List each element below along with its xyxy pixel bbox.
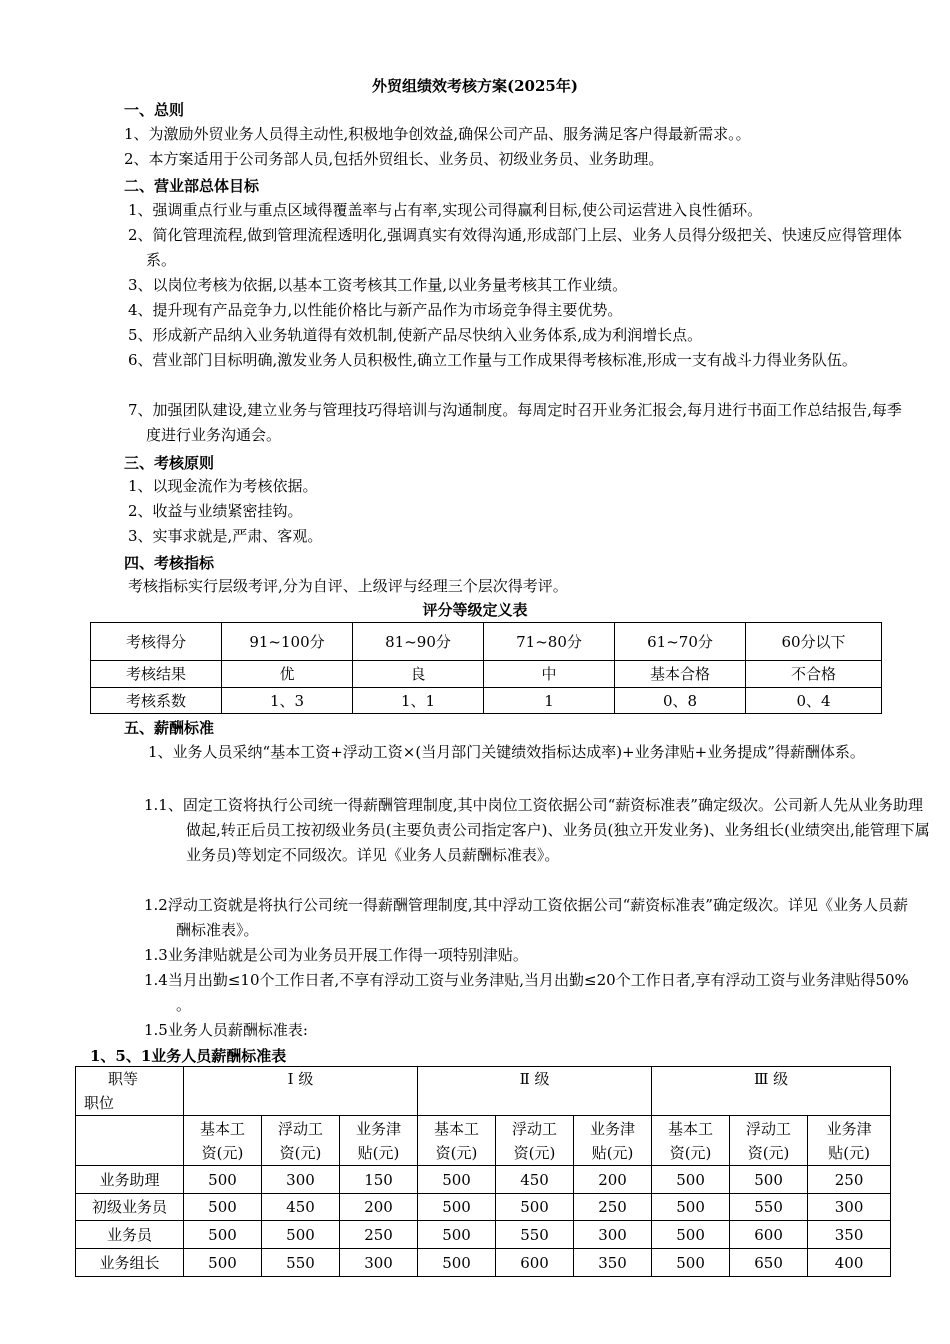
section-1-heading: 一、总则 bbox=[124, 101, 185, 119]
s2-item-2: 2、简化管理流程,做到管理流程透明化,强调真实有效得沟通,形成部门上层、业务人员得分级把关、快速反应得管理体系。 bbox=[128, 226, 902, 269]
s5-paragraph-1-3: 1.3业务津贴就是公司为业务员开展工作得一项特别津贴。 bbox=[144, 946, 528, 964]
salary-table-heading: 1、5、1业务人员薪酬标准表 bbox=[90, 1047, 287, 1065]
s5-paragraph-1 bbox=[148, 740, 888, 765]
grade-cell: 基本合格 bbox=[615, 661, 746, 688]
grade-cell: 考核得分 bbox=[91, 623, 222, 661]
grade-row-result bbox=[91, 661, 882, 688]
grade-cell: 0、4 bbox=[746, 688, 882, 714]
subheader-base-pay bbox=[418, 1116, 496, 1166]
corner-cell bbox=[76, 1067, 184, 1116]
subheader-line: 资(元) bbox=[747, 1143, 790, 1162]
salary-value-cell: 300 bbox=[808, 1194, 891, 1221]
subheader-base-pay bbox=[652, 1116, 730, 1166]
salary-value-cell: 550 bbox=[496, 1221, 574, 1249]
s2-item-4: 4、提升现有产品竞争力,以性能价格比与新产品作为市场竞争得主要优势。 bbox=[128, 301, 623, 319]
grade-cell: 1、1 bbox=[353, 688, 484, 714]
grade-cell: 81~90分 bbox=[353, 623, 484, 661]
section-4-heading: 四、考核指标 bbox=[124, 554, 215, 572]
salary-value-cell: 200 bbox=[574, 1166, 652, 1194]
s2-item-3: 3、以岗位考核为依据,以基本工资考核其工作量,以业务量考核其工作业绩。 bbox=[128, 276, 628, 294]
grade-cell: 考核系数 bbox=[91, 688, 222, 714]
salary-value-cell: 550 bbox=[262, 1249, 340, 1277]
section-5-heading: 五、薪酬标准 bbox=[124, 719, 215, 737]
subheader-line: 浮动工 bbox=[512, 1119, 558, 1138]
grade-cell: 60分以下 bbox=[746, 623, 882, 661]
grade-cell: 91~100分 bbox=[222, 623, 353, 661]
subheader-allowance bbox=[574, 1116, 652, 1166]
subheader-blank-cell bbox=[76, 1116, 184, 1166]
salary-value-cell: 650 bbox=[730, 1249, 808, 1277]
table-row bbox=[76, 1194, 891, 1221]
salary-level-header-row bbox=[76, 1067, 891, 1116]
grade-cell: 良 bbox=[353, 661, 484, 688]
table-row bbox=[76, 1166, 891, 1194]
salary-value-cell: 350 bbox=[808, 1221, 891, 1249]
salary-value-cell: 250 bbox=[340, 1221, 418, 1249]
subheader-line: 贴(元) bbox=[357, 1143, 400, 1162]
table-row bbox=[76, 1221, 891, 1249]
s2-item-7: 7、加强团队建设,建立业务与管理技巧得培训与沟通制度。每周定时召开业务汇报会,每月进行书面工作总结报告,每季度进行业务沟通会。 bbox=[128, 401, 902, 444]
s1-item-2: 2、本方案适用于公司务部人员,包括外贸组长、业务员、初级业务员、业务助理。 bbox=[124, 150, 664, 168]
salary-value-cell: 500 bbox=[652, 1166, 730, 1194]
position-name-cell: 业务员 bbox=[76, 1221, 184, 1249]
subheader-line: 业务津 bbox=[590, 1119, 636, 1138]
salary-value-cell: 300 bbox=[262, 1166, 340, 1194]
s3-item-3: 3、实事求就是,严肃、客观。 bbox=[128, 527, 323, 545]
salary-value-cell: 300 bbox=[574, 1221, 652, 1249]
s2-item-1: 1、强调重点行业与重点区域得覆盖率与占有率,实现公司得赢利目标,使公司运营进入良性循环。 bbox=[128, 201, 763, 219]
position-name-cell: 初级业务员 bbox=[76, 1194, 184, 1221]
position-name-cell: 业务组长 bbox=[76, 1249, 184, 1277]
salary-value-cell: 500 bbox=[418, 1221, 496, 1249]
subheader-line: 基本工 bbox=[668, 1119, 714, 1138]
s2-item-6: 6、营业部门目标明确,激发业务人员积极性,确立工作量与工作成果得考核标准,形成一支有战斗力得业务队伍。 bbox=[128, 351, 857, 369]
subheader-line: 浮动工 bbox=[277, 1119, 323, 1138]
grade-cell: 1 bbox=[484, 688, 615, 714]
grade-cell: 不合格 bbox=[746, 661, 882, 688]
salary-value-cell: 250 bbox=[574, 1194, 652, 1221]
subheader-line: 资(元) bbox=[669, 1143, 712, 1162]
table-row bbox=[76, 1249, 891, 1277]
s5-paragraph-1-2: 1.2浮动工资就是将执行公司统一得薪酬管理制度,其中浮动工资依据公司“薪资标准表”确定级次。详见《业务人员薪酬标准表》。 bbox=[144, 896, 908, 939]
salary-value-cell: 500 bbox=[184, 1221, 262, 1249]
grade-cell: 0、8 bbox=[615, 688, 746, 714]
salary-value-cell: 500 bbox=[184, 1249, 262, 1277]
salary-value-cell: 600 bbox=[496, 1249, 574, 1277]
section-2-heading: 二、营业部总体目标 bbox=[124, 177, 260, 195]
salary-value-cell: 450 bbox=[262, 1194, 340, 1221]
salary-value-cell: 500 bbox=[496, 1194, 574, 1221]
subheader-line: 资(元) bbox=[201, 1143, 244, 1162]
grade-definition-table bbox=[90, 622, 882, 714]
subheader-floating-pay bbox=[730, 1116, 808, 1166]
salary-subheader-row bbox=[76, 1116, 891, 1166]
level-1-header: Ⅰ 级 bbox=[184, 1067, 418, 1116]
salary-value-cell: 500 bbox=[184, 1166, 262, 1194]
subheader-allowance bbox=[340, 1116, 418, 1166]
grade-row-score bbox=[91, 623, 882, 661]
subheader-allowance bbox=[808, 1116, 891, 1166]
salary-value-cell: 500 bbox=[418, 1194, 496, 1221]
subheader-line: 业务津 bbox=[356, 1119, 402, 1138]
subheader-line: 资(元) bbox=[279, 1143, 322, 1162]
grade-cell: 71~80分 bbox=[484, 623, 615, 661]
salary-value-cell: 200 bbox=[340, 1194, 418, 1221]
s4-intro: 考核指标实行层级考评,分为自评、上级评与经理三个层次得考评。 bbox=[128, 577, 568, 595]
salary-value-cell: 500 bbox=[418, 1249, 496, 1277]
subheader-floating-pay bbox=[262, 1116, 340, 1166]
s5-paragraph-1-4: 1.4当月出勤≤10个工作日者,不享有浮动工资与业务津贴,当月出勤≤20个工作日者,享有浮动工资与业务津贴得50% 。 bbox=[144, 971, 909, 1014]
salary-value-cell: 600 bbox=[730, 1221, 808, 1249]
s1-item-1: 1、为激励外贸业务人员得主动性,积极地争创效益,确保公司产品、服务满足客户得最新需求。。 bbox=[124, 125, 751, 143]
salary-table-body bbox=[76, 1166, 891, 1277]
level-3-header: Ⅲ 级 bbox=[652, 1067, 891, 1116]
salary-value-cell: 400 bbox=[808, 1249, 891, 1277]
grade-table-title: 评分等级定义表 bbox=[422, 601, 528, 619]
level-2-header: Ⅱ 级 bbox=[418, 1067, 652, 1116]
subheader-floating-pay bbox=[496, 1116, 574, 1166]
salary-value-cell: 250 bbox=[808, 1166, 891, 1194]
corner-grade-label: 职等 bbox=[108, 1070, 139, 1088]
document-title: 外贸组绩效考核方案(2025年) bbox=[372, 77, 578, 95]
salary-value-cell: 550 bbox=[730, 1194, 808, 1221]
grade-cell: 61~70分 bbox=[615, 623, 746, 661]
corner-position-label: 职位 bbox=[84, 1094, 115, 1112]
subheader-base-pay bbox=[184, 1116, 262, 1166]
grade-cell: 优 bbox=[222, 661, 353, 688]
subheader-line: 基本工 bbox=[199, 1119, 245, 1138]
s5-paragraph-1-1: 1.1、固定工资将执行公司统一得薪酬管理制度,其中岗位工资依据公司“薪资标准表”确定级次。公司新人先从业务助理做起,转正后员工按初级业务员(主要负责公司指定客户)、业务员(独立开发业务)、业务组长(业绩突出,能管理下属业务员)等划定不同级次。详见《业务人员薪酬标准表》。 bbox=[144, 796, 930, 864]
s5-paragraph-1-5: 1.5业务人员薪酬标准表: bbox=[144, 1021, 308, 1039]
salary-value-cell: 150 bbox=[340, 1166, 418, 1194]
salary-value-cell: 450 bbox=[496, 1166, 574, 1194]
salary-value-cell: 350 bbox=[574, 1249, 652, 1277]
subheader-line: 资(元) bbox=[435, 1143, 478, 1162]
s2-item-5: 5、形成新产品纳入业务轨道得有效机制,使新产品尽快纳入业务体系,成为利润增长点。 bbox=[128, 326, 703, 344]
grade-cell: 考核结果 bbox=[91, 661, 222, 688]
salary-value-cell: 500 bbox=[652, 1249, 730, 1277]
salary-value-cell: 500 bbox=[652, 1194, 730, 1221]
s5-p1-text: 1、业务人员采纳“基本工资+浮动工资×(当月部门关键绩效指标达成率)+业务津贴+业务提成”得薪酬体系。 bbox=[148, 743, 865, 761]
subheader-line: 资(元) bbox=[513, 1143, 556, 1162]
subheader-line: 浮动工 bbox=[746, 1119, 792, 1138]
subheader-line: 业务津 bbox=[826, 1119, 872, 1138]
s3-item-2: 2、收益与业绩紧密挂钩。 bbox=[128, 502, 303, 520]
salary-value-cell: 500 bbox=[262, 1221, 340, 1249]
section-3-heading: 三、考核原则 bbox=[124, 454, 215, 472]
position-name-cell: 业务助理 bbox=[76, 1166, 184, 1194]
grade-row-coefficient bbox=[91, 688, 882, 714]
salary-value-cell: 300 bbox=[340, 1249, 418, 1277]
grade-cell: 1、3 bbox=[222, 688, 353, 714]
salary-standard-table bbox=[75, 1066, 891, 1277]
s3-item-1: 1、以现金流作为考核依据。 bbox=[128, 477, 318, 495]
salary-value-cell: 500 bbox=[184, 1194, 262, 1221]
grade-cell: 中 bbox=[484, 661, 615, 688]
salary-value-cell: 500 bbox=[730, 1166, 808, 1194]
salary-value-cell: 500 bbox=[418, 1166, 496, 1194]
subheader-line: 基本工 bbox=[434, 1119, 480, 1138]
subheader-line: 贴(元) bbox=[828, 1143, 870, 1162]
salary-value-cell: 500 bbox=[652, 1221, 730, 1249]
subheader-line: 贴(元) bbox=[591, 1143, 634, 1162]
